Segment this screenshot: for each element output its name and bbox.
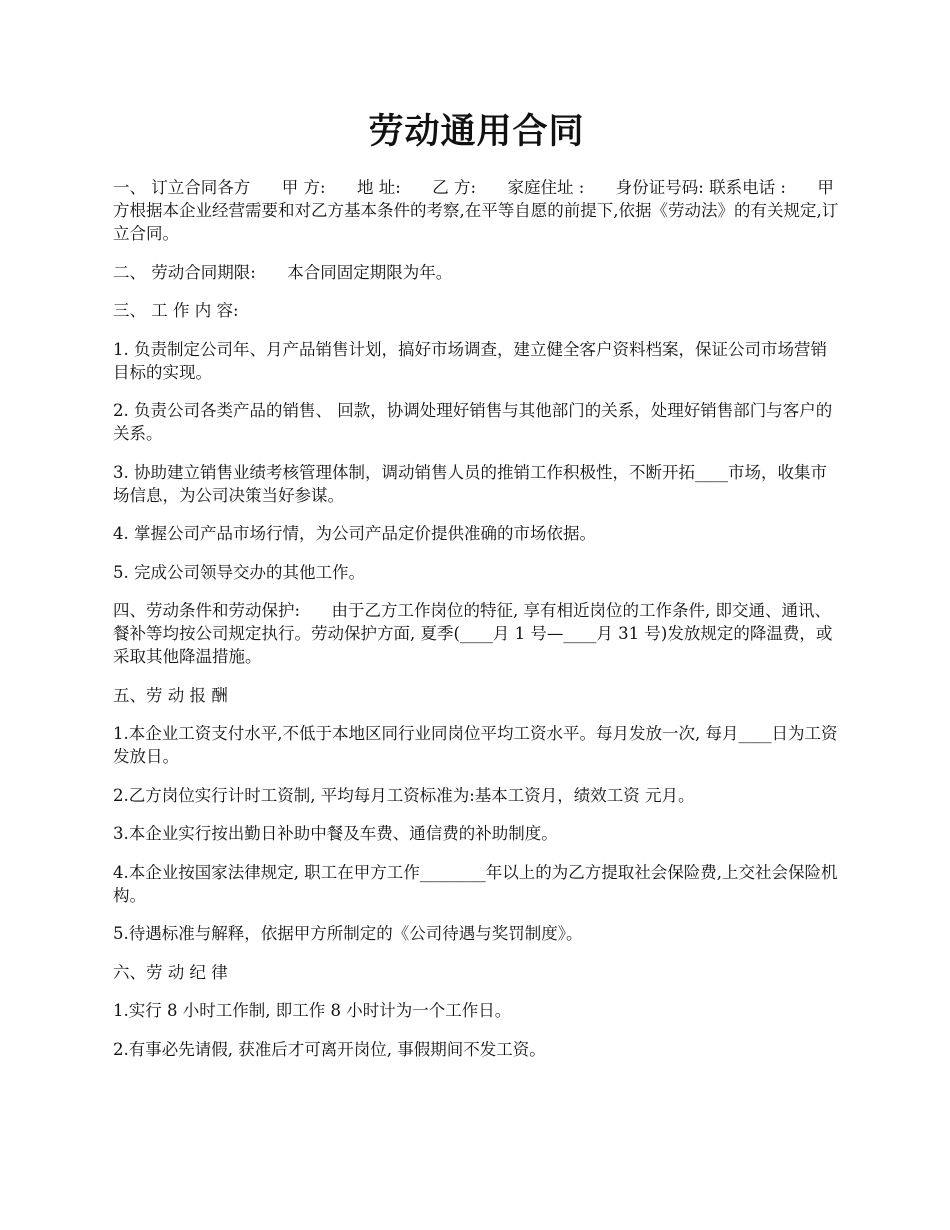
section-6-item-1: 1.实行 8 小时工作制, 即工作 8 小时计为一个工作日。: [113, 1001, 512, 1020]
section-6-item-2: 2.有事必先请假, 获准后才可离开岗位, 事假期间不发工资。: [113, 1039, 546, 1059]
section-3-item-3: 3. 协助建立销售业绩考核管理体制，调动销售人员的推销工作积极性，不断开拓____市场，收集市场信息，为公司决策当好参谋。: [113, 462, 827, 505]
section-3-heading: 三、 工 作 内 容:: [113, 301, 239, 320]
section-2-term: 二、 劳动合同期限: 本合同固定期限为年。: [113, 262, 453, 282]
section-5-item-1: 1.本企业工资支付水平,不低于本地区同行业同岗位平均工资水平。每月发放一次, 每月____日为工资发放日。: [113, 724, 838, 766]
section-5-item-3: 3.本企业实行按出勤日补助中餐及车费、通信费的补助制度。: [113, 824, 558, 843]
section-6-heading: 六、劳 动 纪 律: [113, 962, 228, 982]
section-3-item-1: 1. 负责制定公司年、月产品销售计划，搞好市场调查，建立健全客户资料档案，保证公司市场营销目标的实现。: [113, 339, 827, 382]
section-5-item-5: 5.待遇标准与解释，依据甲方所制定的《公司待遇与奖罚制度》。: [113, 924, 583, 943]
document-title: 劳动通用合同: [368, 112, 585, 152]
section-4-conditions: 四、劳动条件和劳动保护: 由于乙方工作岗位的特征, 享有相近岗位的工作条件, 即交通、通讯、餐补等均按公司规定执行。劳动保护方面, 夏季(____月 1 号—____月 31 号)发放规定的降温费，或采取其他降温措施。: [113, 601, 833, 666]
section-3-item-2: 2. 负责公司各类产品的销售、 回款，协调处理好销售与其他部门的关系，处理好销售部门与客户的关系。: [113, 401, 833, 443]
section-5-heading: 五、劳 动 报 酬: [113, 685, 228, 705]
section-3-item-4: 4. 掌握公司产品市场行情，为公司产品定价提供准确的市场依据。: [113, 524, 596, 543]
section-5-item-4: 4.本企业按国家法律规定, 职工在甲方工作________年以上的为乙方提取社会保险费,上交社会保险机构。: [113, 862, 838, 905]
section-3-item-5: 5. 完成公司领导交办的其他工作。: [113, 562, 365, 582]
section-1-parties: 一、 订立合同各方 甲 方: 地 址: 乙 方: 家庭住址 : 身份证号码: 联系电话 : 甲方根据本企业经营需要和对乙方基本条件的考察,在平等自愿的前提下,依据《劳动法》的有关规定,订立合同。: [113, 178, 839, 243]
section-5-item-2: 2.乙方岗位实行计时工资制, 平均每月工资标准为:基本工资月，绩效工资 元月。: [113, 785, 695, 805]
